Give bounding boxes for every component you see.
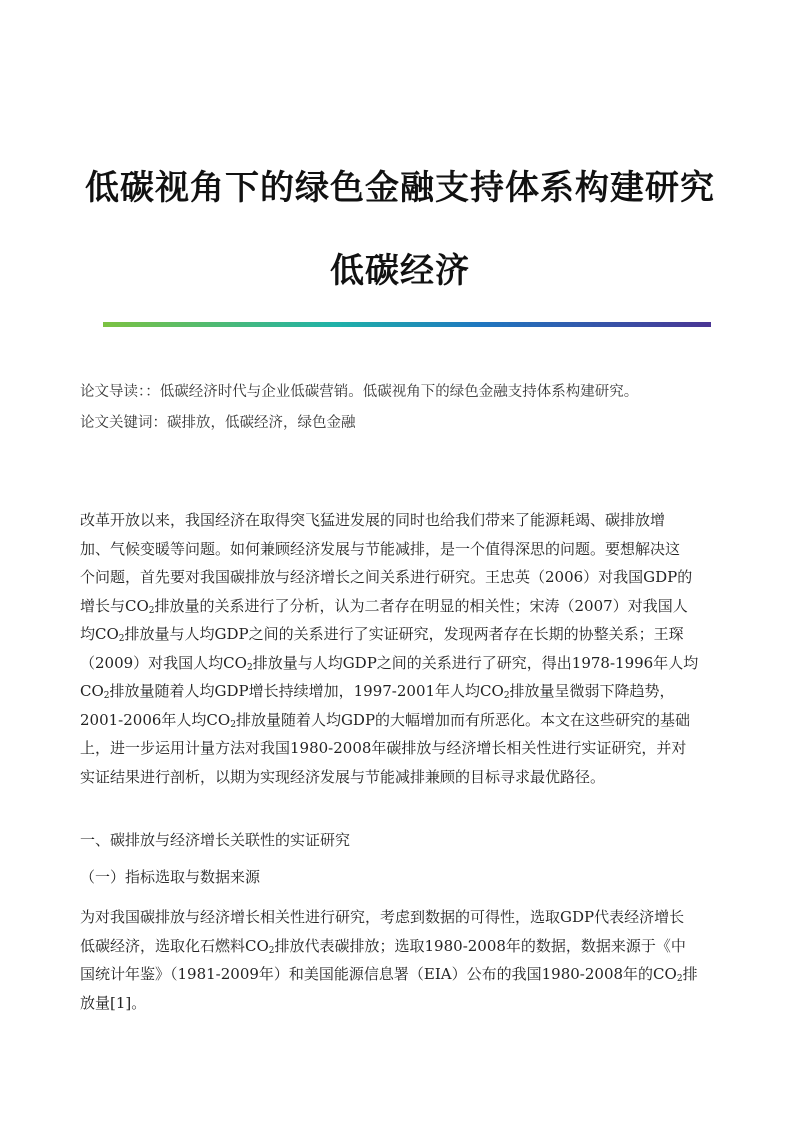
paragraph-line: 增长与$CO_2$排放量的关系进行了分析，认为二者存在明显的相关性；宋涛（2007）对我国人 xyxy=(80,596,688,616)
section-heading-1: 一、碳排放与经济增长关联性的实证研究 xyxy=(80,831,351,849)
paragraph-line: 低碳经济，选取化石燃料$CO_2$排放代表碳排放；选取1980-2008年的数据，数据来源于《中 xyxy=(80,936,686,956)
paragraph-line: 国统计年鉴》（1981-2009年）和美国能源信息署（EIA）公布的我国1980-2008年的$CO_2$排 xyxy=(80,965,698,984)
paragraph-line: （2009）对我国人均$CO_2$排放量与人均GDP之间的关系进行了研究，得出1978-1996年人均 xyxy=(80,653,699,673)
abstract-intro: 论文导读：：低碳经济时代与企业低碳营销。低碳视角下的绿色金融支持体系构建研究。 xyxy=(80,384,639,400)
document-title: 低碳视角下的绿色金融支持体系构建研究 xyxy=(85,168,715,208)
document-subtitle: 低碳经济 xyxy=(330,251,470,291)
subscript: 2 xyxy=(230,719,236,730)
subscript: 2 xyxy=(246,662,253,673)
paragraph-line: 实证结果进行剖析，以期为实现经济发展与节能减排兼顾的目标寻求最优路径。 xyxy=(80,767,606,786)
gradient-divider xyxy=(103,322,711,327)
paragraph-line: 2001-2006年人均$CO_2$排放量随着人均GDP的大幅增加而有所恶化。本文在这些研究的基础 xyxy=(80,710,691,730)
subscript: 2 xyxy=(503,691,510,701)
paragraph-line: $CO_2$排放量随着人均GDP增长持续增加，1997-2001年人均$CO_2$排放量呈微弱下降趋势， xyxy=(80,682,675,701)
keywords-line: 论文关键词：碳排放，低碳经济，绿色金融 xyxy=(80,415,356,431)
paragraph-line: 加、气候变暖等问题。如何兼顾经济发展与节能减排，是一个值得深思的问题。要想解决这 xyxy=(80,539,681,558)
paragraph-line: 个问题，首先要对我国碳排放与经济增长之间关系进行研究。王忠英（2006）对我国GDP的 xyxy=(80,568,693,586)
subsection-heading-1: （一）指标选取与数据来源 xyxy=(80,868,261,886)
subscript: 2 xyxy=(148,605,155,616)
subscript: 2 xyxy=(268,945,275,956)
paragraph-line: 均$CO_2$排放量与人均GDP之间的关系进行了实证研究，发现两者存在长期的协整关系；王琛 xyxy=(80,625,684,644)
paragraph-line: 为对我国碳排放与经济增长相关性进行研究，考虑到数据的可得性，选取GDP代表经济增长 xyxy=(80,908,685,926)
subscript: 2 xyxy=(676,974,683,984)
body-paragraph-2 xyxy=(80,903,720,1017)
subscript: 2 xyxy=(103,691,110,701)
body-paragraph-1 xyxy=(80,506,720,791)
paragraph-line: 改革开放以来，我国经济在取得突飞猛进发展的同时也给我们带来了能源耗竭、碳排放增 xyxy=(80,511,666,529)
paragraph-line: 上，进一步运用计量方法对我国1980-2008年碳排放与经济增长相关性进行实证研究，并对 xyxy=(80,739,687,757)
subscript: 2 xyxy=(118,634,125,644)
paragraph-line: 放量[1]。 xyxy=(80,993,147,1012)
